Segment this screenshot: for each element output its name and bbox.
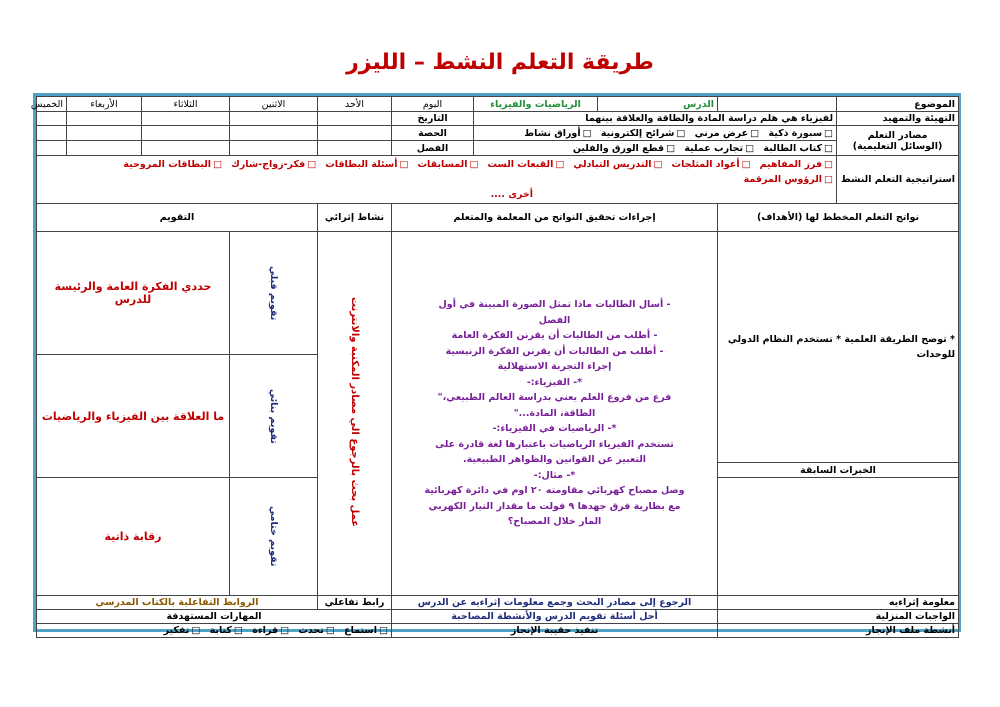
evaluation-header: التقويم bbox=[37, 204, 318, 232]
strategy-fan-cards[interactable]: □ البطاقات المروحية bbox=[123, 159, 222, 170]
strategy-ice-sticks[interactable]: □ أعواد المثلجات bbox=[672, 159, 751, 170]
period-cell-3[interactable] bbox=[142, 126, 230, 141]
prior-experience-value[interactable] bbox=[718, 478, 959, 596]
intro-label: التهيئة والتمهيد bbox=[837, 112, 959, 126]
homework-label: الواجبات المنزلية bbox=[718, 610, 959, 624]
class-cell-2[interactable] bbox=[230, 141, 318, 156]
class-cell-4[interactable] bbox=[67, 141, 142, 156]
period-label: الحصة bbox=[392, 126, 474, 141]
resources-label-line1: مصادر التعلم bbox=[867, 129, 928, 141]
class-cell-3[interactable] bbox=[142, 141, 230, 156]
subject-value[interactable] bbox=[718, 97, 837, 112]
strategy-think-pair-share[interactable]: □ فكر-زواج-شارك bbox=[231, 159, 316, 170]
procedures-list bbox=[392, 232, 718, 596]
day-sunday: الأحد bbox=[318, 97, 392, 112]
enrichment-info-label: معلومة إثراءيه bbox=[718, 596, 959, 610]
period-cell-2[interactable] bbox=[230, 126, 318, 141]
procedure-step-10: وصل مصباح كهربائي مقاومته ٢٠ اوم في دائرة كهربائية مع بطارية فرق جهدها ٩ فولت ما مقدار التيار الكهربي المار خلال المصباح؟ bbox=[424, 485, 685, 528]
lesson-plan-table bbox=[30, 96, 959, 638]
outcomes-text: * توضح الطريقة العلمية * تستخدم النظام الدولي للوحدات bbox=[718, 232, 959, 463]
evaluation-text-formative: ما العلاقة بين الفيزياء والرياضيات bbox=[37, 355, 230, 478]
date-label: التاريخ bbox=[392, 112, 474, 126]
evaluation-type-summative: تقويم ختامي bbox=[230, 478, 318, 596]
resource-worksheets[interactable]: □ أوراق نشاط bbox=[524, 128, 591, 139]
resources-label bbox=[837, 126, 959, 156]
class-cell-5[interactable] bbox=[37, 141, 67, 156]
class-label: الفصل bbox=[392, 141, 474, 156]
intro-value: لفيزياء هي هلم دراسة المادة والطاقة والعلاقة بينهما bbox=[474, 112, 837, 126]
lesson-label: الدرس bbox=[598, 97, 718, 112]
enrichment-text: عمل بحث بالرجوع الي مصادر المكتبة والانترنت bbox=[349, 296, 360, 528]
outcomes-header: نواتج التعلم المخطط لها (الأهداف) bbox=[718, 204, 959, 232]
procedure-step-3: - أطلب من الطالبات أن يقرنن الفكرة الرنيسية bbox=[445, 345, 664, 357]
resource-slides[interactable]: □ شرائح إلكترونية bbox=[601, 128, 685, 139]
skill-reading[interactable]: □ قراءة bbox=[252, 625, 289, 636]
resource-presentation[interactable]: □ عرض مرني bbox=[695, 128, 759, 139]
resource-smartboard[interactable]: □ سبورة ذكية bbox=[768, 128, 833, 139]
date-cell-2[interactable] bbox=[230, 112, 318, 126]
date-cell-4[interactable] bbox=[67, 112, 142, 126]
strategy-card-questions[interactable]: □ أسئلة البطاقات bbox=[325, 159, 408, 170]
lesson-value: الرياضيات والفيزياء bbox=[474, 97, 598, 112]
date-cell-3[interactable] bbox=[142, 112, 230, 126]
strategy-other[interactable]: أخرى .... bbox=[490, 189, 534, 200]
procedure-step-4: إجراء التجربة الاستهلالية bbox=[497, 361, 612, 373]
day-tuesday: الثلاثاء bbox=[142, 97, 230, 112]
enrichment-header: نشاط إثرائي bbox=[318, 204, 392, 232]
strategy-reciprocal-teaching[interactable]: □ التدريس التبادلي bbox=[573, 159, 662, 170]
resource-paper-cork[interactable]: □ قطع الورق والفلين bbox=[573, 143, 675, 154]
day-thursday: الخميس bbox=[37, 97, 67, 112]
enrichment-info-value: الرجوع إلى مصادر البحث وجمع معلومات إثراءيه عن الدرس bbox=[392, 596, 718, 610]
procedure-step-7: *- الرياضيات في الفيزياء:- bbox=[492, 423, 617, 435]
evaluation-text-summative: رقابة ذاتية bbox=[37, 478, 230, 596]
resource-experiments[interactable]: □ تجارب عملية bbox=[684, 143, 754, 154]
procedure-step-5: *- الفيزياء:- bbox=[526, 376, 583, 388]
skills-options bbox=[37, 624, 392, 638]
procedure-step-1: - أسال الطالبات ماذا تمثل الصورة المبينة في أول الفصل bbox=[438, 299, 671, 326]
subject-label: الموضوع bbox=[837, 97, 959, 112]
page-title: طريقة التعلم النشط – الليزر bbox=[346, 50, 654, 75]
evaluation-text-pre: حددي الفكرة العامة والرئيسة للدرس bbox=[37, 232, 230, 355]
resources-line2 bbox=[474, 141, 837, 156]
resources-line1 bbox=[474, 126, 837, 141]
skills-label: المهارات المستهدفة bbox=[37, 610, 392, 624]
skill-thinking[interactable]: □ تفكير bbox=[164, 625, 201, 636]
strategy-numbered-heads[interactable]: □ الرؤوس المرقمة bbox=[744, 174, 833, 185]
procedure-step-9: *- مثال:- bbox=[533, 469, 576, 481]
procedure-step-8: تستخدم الفيزياء الرياضيات باعتبارها لغة قادرة على التعبير عن القوانين والظواهر الطبيعية. bbox=[435, 438, 674, 466]
skill-listening[interactable]: □ استماع bbox=[344, 625, 388, 636]
portfolio-label: أنشطة ملف الإنجاز bbox=[718, 624, 959, 638]
strategy-competitions[interactable]: □ المسابقات bbox=[418, 159, 479, 170]
interactive-links-value[interactable]: الروابط التفاعلية بالكتاب المدرسي bbox=[37, 596, 318, 610]
date-cell-5[interactable] bbox=[37, 112, 67, 126]
strategy-label: استراتيجية التعلم النشط bbox=[837, 156, 959, 204]
portfolio-value: تنفيذ حقيبة الإنجاز bbox=[392, 624, 718, 638]
skill-writing[interactable]: □ كتابة bbox=[210, 625, 243, 636]
skill-speaking[interactable]: □ تحدث bbox=[298, 625, 334, 636]
period-cell-5[interactable] bbox=[37, 126, 67, 141]
homework-value: أحل أسئلة تقويم الدرس والأنشطة المصاحبة bbox=[392, 610, 718, 624]
day-wednesday: الأربعاء bbox=[67, 97, 142, 112]
interactive-link-label: رابط تفاعلي bbox=[318, 596, 392, 610]
period-cell-1[interactable] bbox=[318, 126, 392, 141]
strategy-options bbox=[37, 156, 837, 204]
evaluation-type-formative: تقويم بنائي bbox=[230, 355, 318, 478]
resource-textbook[interactable]: □ كتاب الطالبة bbox=[763, 143, 833, 154]
day-monday: الاثنين bbox=[230, 97, 318, 112]
strategy-concept-sorting[interactable]: □ فرز المفاهيم bbox=[760, 159, 833, 170]
resources-label-line2: (الوسائل التعليمية) bbox=[852, 140, 943, 152]
evaluation-type-pre: تقويم قبلي bbox=[230, 232, 318, 355]
day-label: اليوم bbox=[392, 97, 474, 112]
procedure-step-6: فرع من فروع العلم يعني بدراسة العالم الطبيعي،" الطاقة، المادة..." bbox=[437, 392, 672, 419]
strategy-six-hats[interactable]: □ القبعات الست bbox=[487, 159, 564, 170]
procedure-step-2: - أطلب من الطالبات أن يقرنن الفكرة العامة bbox=[451, 330, 658, 342]
enrichment-activity bbox=[318, 232, 392, 596]
date-cell-1[interactable] bbox=[318, 112, 392, 126]
class-cell-1[interactable] bbox=[318, 141, 392, 156]
procedures-header: إجراءات تحقيق النواتج من المعلمة والمتعلم bbox=[392, 204, 718, 232]
period-cell-4[interactable] bbox=[67, 126, 142, 141]
prior-experience-label: الخبرات السابقة bbox=[718, 463, 959, 478]
